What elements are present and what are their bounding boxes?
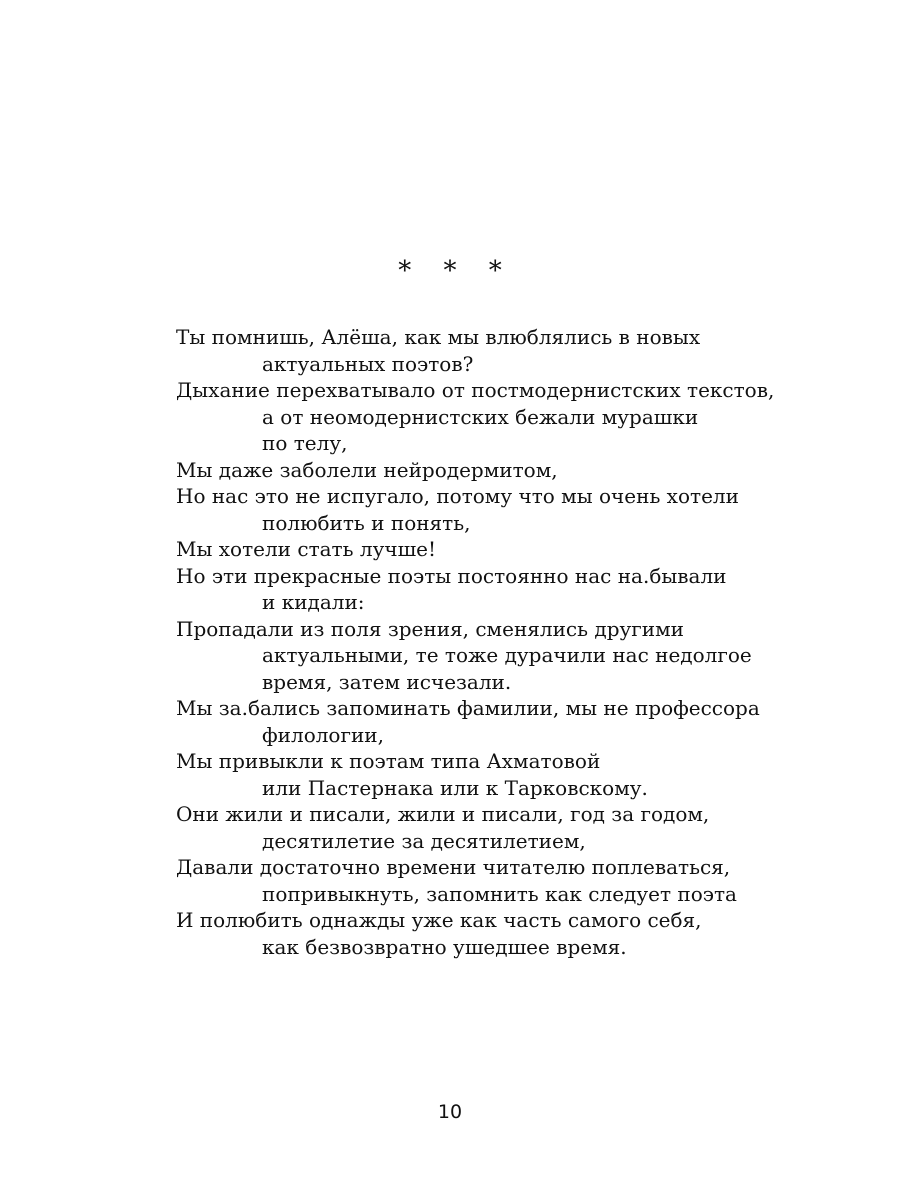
poem-line: Ты помнишь, Алёша, как мы влюблялись в новых <box>176 325 701 349</box>
poem-line: Давали достаточно времени читателю поплеваться, <box>176 855 731 879</box>
poem-line-continuation: время, затем исчезали. <box>262 669 512 694</box>
poem-line: И полюбить однажды уже как часть самого себя, <box>176 908 702 932</box>
stanza-separator: * * * <box>398 256 514 286</box>
poem-line-continuation: и кидали: <box>262 590 365 614</box>
poem-line: Но нас это не испугало, потому что мы очень хотели <box>176 484 739 508</box>
poem-line: Мы привыкли к поэтам типа Ахматовой <box>176 749 601 773</box>
poem-body <box>176 324 866 960</box>
poem-line-continuation: актуальными, те тоже дурачили нас недолгое <box>262 643 752 667</box>
poem-line-continuation: полюбить и понять, <box>262 510 471 535</box>
poem-line: Но эти прекрасные поэты постоянно нас на.бывали <box>176 563 727 588</box>
poem-line-continuation: филологии, <box>262 722 384 747</box>
poem-line: Пропадали из поля зрения, сменялись другими <box>176 616 684 641</box>
poem-line: Они жили и писали, жили и писали, год за годом, <box>176 802 710 826</box>
poem-line-continuation: десятилетие за десятилетием, <box>262 828 586 853</box>
poem-line-continuation: а от неомодернистских бежали мурашки <box>262 404 699 429</box>
poem-line-continuation: как безвозвратно ушедшее время. <box>262 934 627 959</box>
poem-line-continuation: актуальных поэтов? <box>262 351 474 376</box>
poem-line: Дыхание перехватывало от постмодернистских текстов, <box>176 378 775 402</box>
poem-line-continuation: попривыкнуть, запомнить как следует поэта <box>262 881 737 906</box>
page-number: 10 <box>437 1101 463 1123</box>
poem-line-continuation: по телу, <box>262 431 348 455</box>
poem-line-continuation: или Пастернака или к Тарковскому. <box>262 775 648 800</box>
poem-line: Мы за.бались запоминать фамилии, мы не профессора <box>176 696 760 720</box>
poem-line: Мы даже заболели нейродермитом, <box>176 457 558 482</box>
poem-line: Мы хотели стать лучше! <box>176 537 437 561</box>
